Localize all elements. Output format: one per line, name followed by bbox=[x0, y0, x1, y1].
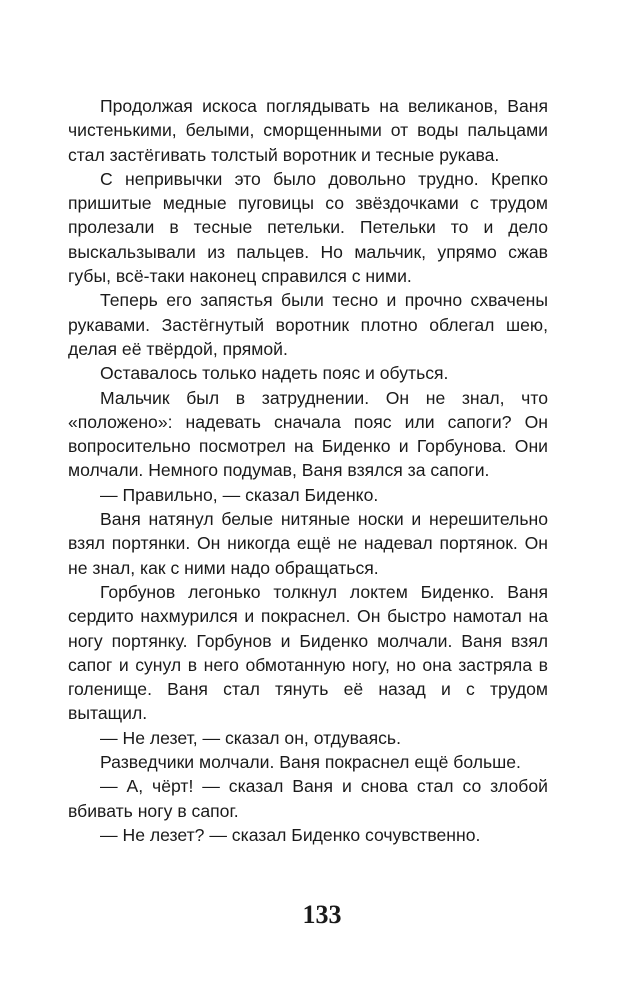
paragraph-3: Теперь его запястья были тесно и прочно схвачены рукавами. Застёгнутый воротник плотно облегал шею, делая её твёрдой, прямой. bbox=[68, 290, 548, 359]
paragraph-1: Продолжая искоса поглядывать на великанов, Ваня чистенькими, белыми, сморщенными от воды пальцами стал застёгивать толстый воротник и тесные рукава. bbox=[68, 96, 548, 165]
paragraph-8: Горбунов легонько толкнул локтем Биденко. Ваня сердито нахмурился и покраснел. Он быстро намотал на ногу портянку. Горбунов и Биденко молчали. Ваня взял сапог и сунул в него обмотанную ногу, но она застряла в голенище. Ваня стал тянуть её назад и с трудом вытащил. bbox=[68, 581, 548, 724]
paragraph-11: — А, чёрт! — сказал Ваня и снова стал со злобой вбивать ногу в сапог. bbox=[68, 776, 548, 821]
paragraph-2: С непривычки это было довольно трудно. Крепко пришитые медные пуговицы со звёздочками с трудом пролезали в тесные петельки. Петельки то и дело выскальзывали из пальцев. Но мальчик, упрямо сжав губы, всё-таки наконец справился с ними. bbox=[68, 168, 548, 287]
paragraph-6: — Правильно, — сказал Биденко. bbox=[100, 484, 379, 505]
page-number: 133 bbox=[302, 900, 342, 929]
paragraph-7: Ваня натянул белые нитяные носки и нерешительно взял портянки. Он никогда ещё не надевал портянок. Он не знал, как с ними надо обращаться. bbox=[68, 509, 548, 578]
paragraph-5: Мальчик был в затруднении. Он не знал, что «положено»: надевать сначала пояс или сапоги? Он вопросительно посмотрел на Биденко и Горбунова. Они молчали. Немного подумав, Ваня взялся за сапоги. bbox=[68, 387, 548, 481]
body-text bbox=[68, 94, 548, 847]
paragraph-12: — Не лезет? — сказал Биденко сочувственно. bbox=[100, 824, 481, 845]
paragraph-4: Оставалось только надеть пояс и обуться. bbox=[100, 363, 449, 384]
paragraph-9: — Не лезет, — сказал он, отдуваясь. bbox=[100, 727, 401, 748]
paragraph-10: Разведчики молчали. Ваня покраснел ещё больше. bbox=[100, 752, 521, 773]
